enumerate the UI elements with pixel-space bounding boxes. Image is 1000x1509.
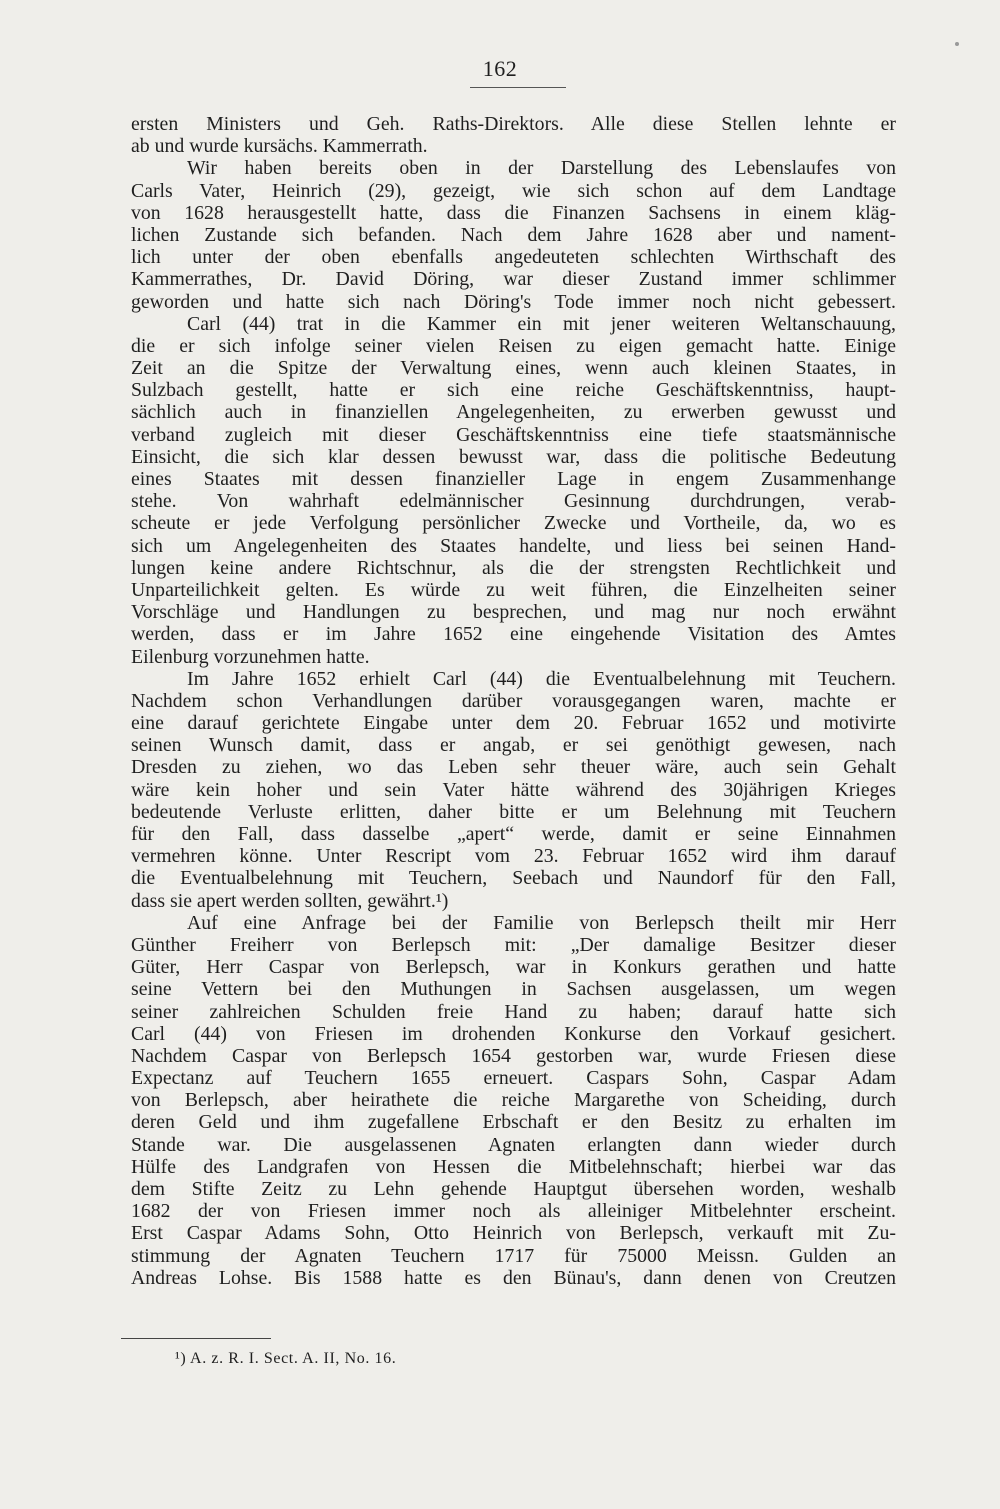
text-line: Zeit an die Spitze der Verwaltung eines, wenn auch kleinen Staates, in <box>131 357 896 380</box>
text-line: Unparteilichkeit gelten. Es würde zu weit führen, die Einzelheiten seiner <box>131 578 896 601</box>
text-line: eine darauf gerichtete Eingabe unter dem 20. Februar 1652 und motivirte <box>131 712 896 735</box>
page-number-rule <box>470 87 566 88</box>
text-line: Expectanz auf Teuchern 1655 erneuert. Caspars Sohn, Caspar Adam <box>131 1067 896 1090</box>
text-line: geworden und hatte sich nach Döring's Tode immer noch nicht gebessert. <box>131 290 896 313</box>
text-line: scheute er jede Verfolgung persönlicher Zwecke und Vortheile, da, wo es <box>131 512 896 535</box>
text-line: eines Staates mit dessen finanzieller Lage in engem Zusammenhange <box>131 468 896 490</box>
paper-speck <box>955 42 959 46</box>
text-line: Dresden zu ziehen, wo das Leben sehr theuer wäre, auch sein Gehalt <box>131 756 896 779</box>
text-line: Kammerrathes, Dr. David Döring, war dieser Zustand immer schlimmer <box>131 268 896 291</box>
text-line: Carl (44) trat in die Kammer ein mit jener weiteren Weltanschauung, <box>187 312 896 335</box>
text-line: Günther Freiherr von Berlepsch mit: „Der damalige Besitzer dieser <box>131 933 896 956</box>
text-line: die er sich infolge seiner vielen Reisen zu eigen gemacht hatte. Einige <box>131 334 896 357</box>
text-line: Nachdem schon Verhandlungen darüber vorausgegangen waren, machte er <box>131 689 896 712</box>
text-line: 1682 der von Friesen immer noch als alleiniger Mitbelehnter erscheint. <box>131 1200 896 1223</box>
text-line: Im Jahre 1652 erhielt Carl (44) die Eventualbelehnung mit Teuchern. <box>187 667 896 690</box>
text-line: lichen Zustande sich befanden. Nach dem Jahre 1628 aber und nament- <box>131 223 896 246</box>
text-line: lich unter der oben ebenfalls angedeuteten schlechten Wirthschaft des <box>131 246 896 269</box>
text-line: von Berlepsch, aber heirathete die reiche Margarethe von Scheiding, durch <box>131 1089 896 1112</box>
text-line: Erst Caspar Adams Sohn, Otto Heinrich von Berlepsch, verkauft mit Zu- <box>131 1222 896 1245</box>
text-line: seiner zahlreichen Schulden freie Hand zu haben; darauf hatte sich <box>131 1000 896 1023</box>
footnote-rule <box>121 1338 271 1339</box>
text-line: Andreas Lohse. Bis 1588 hatte es den Bünau's, dann denen von Creutzen <box>131 1266 896 1289</box>
text-line: Wir haben bereits oben in der Darstellung des Lebenslaufes von <box>187 157 896 180</box>
text-line: Auf eine Anfrage bei der Familie von Berlepsch theilt mir Herr <box>187 911 896 934</box>
text-line: sich um Angelegenheiten des Staates handelte, und liess bei seinen Hand- <box>131 534 896 557</box>
text-line: Stande war. Die ausgelassenen Agnaten erlangten dann wieder durch <box>131 1133 896 1156</box>
footnote: ¹) A. z. R. I. Sect. A. II, No. 16. <box>175 1350 397 1367</box>
text-line: Carls Vater, Heinrich (29), gezeigt, wie sich schon auf dem Landtage <box>131 179 896 202</box>
text-line: Vorschläge und Handlungen zu besprechen, und mag nur noch erwähnt <box>131 601 896 624</box>
text-line: Carl (44) von Friesen im drohenden Konkurse den Vorkauf gesichert. <box>131 1022 896 1045</box>
text-line: Eilenburg vorzunehmen hatte. <box>131 645 370 668</box>
text-line: Güter, Herr Caspar von Berlepsch, war in Konkurs gerathen und hatte <box>131 956 896 979</box>
text-line: Hülfe des Landgrafen von Hessen die Mitbelehnschaft; hierbei war das <box>131 1155 896 1178</box>
text-line: Nachdem Caspar von Berlepsch 1654 gestorben war, wurde Friesen diese <box>131 1044 896 1067</box>
text-line: seinen Wunsch damit, dass er angab, er sei genöthigt gewesen, nach <box>131 734 896 757</box>
text-line: vermehren könne. Unter Rescript vom 23. Februar 1652 wird ihm darauf <box>131 845 896 868</box>
page-number: 162 <box>482 56 518 81</box>
text-line: bedeutende Verluste erlitten, daher bitte er um Belehnung mit Teuchern <box>131 800 896 823</box>
text-line: von 1628 herausgestellt hatte, dass die Finanzen Sachsens in einem kläg- <box>131 201 896 224</box>
text-line: Einsicht, die sich klar dessen bewusst war, dass die politische Bedeutung <box>131 445 896 468</box>
text-line: werden, dass er im Jahre 1652 eine eingehende Visitation des Amtes <box>131 623 896 646</box>
text-line: deren Geld und ihm zugefallene Erbschaft er den Besitz zu erhalten im <box>131 1111 896 1134</box>
body-text <box>131 113 896 1289</box>
text-line: die Eventualbelehnung mit Teuchern, Seebach und Naundorf für den Fall, <box>131 867 896 890</box>
text-line: stehe. Von wahrhaft edelmännischer Gesinnung durchdrungen, verab- <box>131 490 896 513</box>
text-line: seine Vettern bei den Muthungen in Sachsen ausgelassen, um wegen <box>131 978 896 1001</box>
text-line: verband zugleich mit dieser Geschäftskenntniss eine tiefe staatsmännische <box>131 423 896 446</box>
text-line: dass sie apert werden sollten, gewährt.¹) <box>131 889 449 912</box>
text-line: dem Stifte Zeitz zu Lehn gehende Hauptgut übersehen worden, weshalb <box>131 1178 896 1200</box>
text-line: sächlich auch in finanziellen Angelegenheiten, zu erwerben gewusst und <box>131 401 896 424</box>
text-line: für den Fall, dass dasselbe „apert“ werde, damit er seine Einnahmen <box>131 823 896 845</box>
text-line: ab und wurde kursächs. Kammerrath. <box>131 135 428 158</box>
text-line: stimmung der Agnaten Teuchern 1717 für 75000 Meissn. Gulden an <box>131 1244 896 1267</box>
text-line: Sulzbach gestellt, hatte er sich eine reiche Geschäftskenntniss, haupt- <box>131 379 896 402</box>
text-line: ersten Ministers und Geh. Raths-Direktors. Alle diese Stellen lehnte er <box>131 113 896 135</box>
text-line: lungen keine andere Richtschnur, als die der strengsten Rechtlichkeit und <box>131 556 896 579</box>
text-line: wäre kein hoher und sein Vater hätte während des 30jährigen Krieges <box>131 778 896 801</box>
